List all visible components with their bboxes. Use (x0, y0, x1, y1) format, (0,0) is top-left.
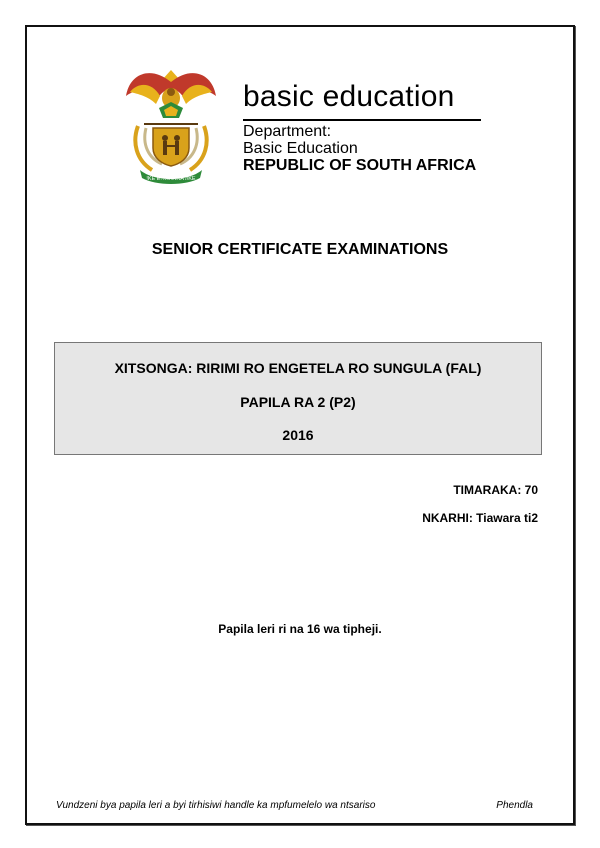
paper-number: PAPILA RA 2 (P2) (240, 394, 356, 410)
exam-title: SENIOR CERTIFICATE EXAMINATIONS (151, 241, 449, 258)
turn-over-note: Phendla (496, 800, 533, 811)
total-marks: TIMARAKA: 70 (453, 483, 538, 497)
copyright-notice: Vundzeni bya papila leri a byi tirhisiwi handle ka mpfumelelo wa ntsariso (56, 800, 376, 811)
logo-divider (243, 119, 481, 121)
department-label: Department: (243, 123, 332, 140)
country-name: REPUBLIC OF SOUTH AFRICA (243, 157, 477, 174)
subject-name: XITSONGA: RIRIMI RO ENGETELA RO SUNGULA (FAL) (114, 360, 482, 376)
logo-wordmark: basic education (243, 80, 455, 113)
page-count-note: Papila leri ri na 16 wa tipheji. (218, 622, 382, 636)
motto-text: !KE E: /XARRA //KE (146, 176, 196, 182)
department-name: Basic Education (243, 140, 358, 157)
coat-of-arms-logo (122, 62, 220, 184)
exam-year: 2016 (282, 427, 314, 443)
subject-box (54, 342, 542, 455)
exam-duration: NKARHI: Tiawara ti2 (422, 511, 538, 525)
